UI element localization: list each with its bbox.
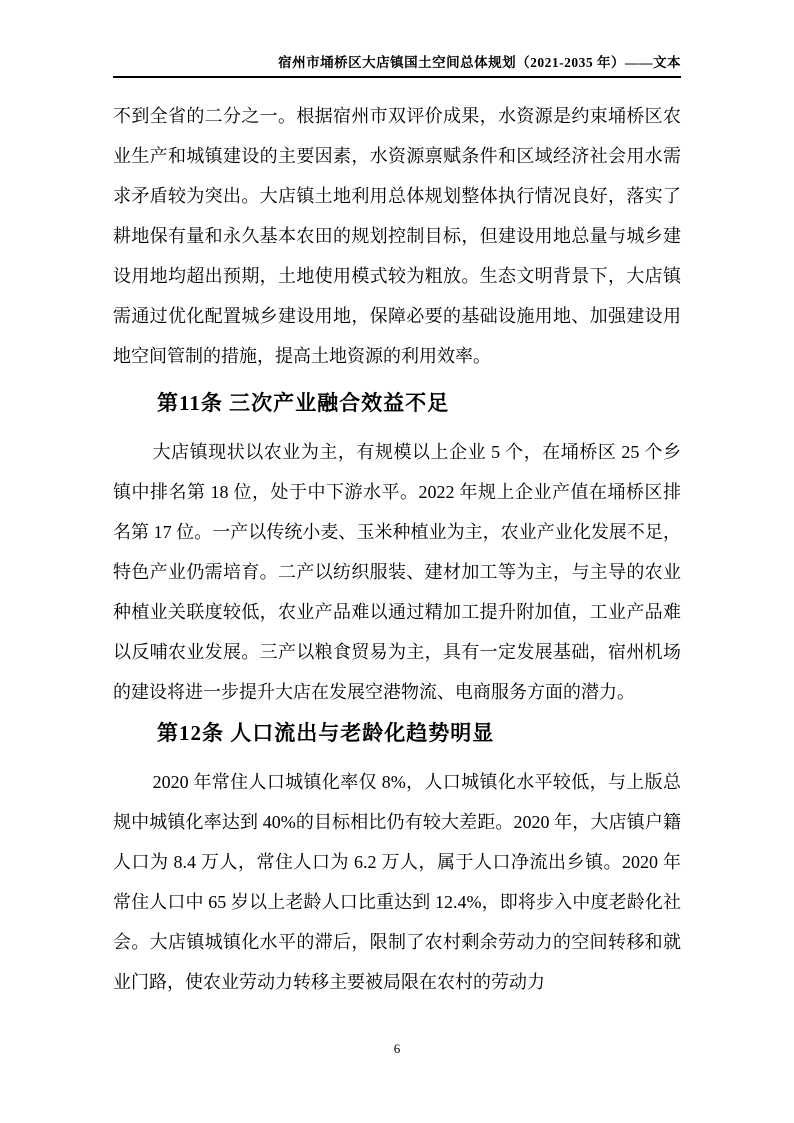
clause-11-paragraph: 大店镇现状以农业为主，有规模以上企业 5 个，在埇桥区 25 个乡镇中排名第 18 位，处于中下游水平。2022 年规上企业产值在埇桥区排名第 17 位。一产以传统小麦、玉米种植业为主，农业产业化发展不足，特色产业仍需培育。二产以纺织服装、建材加工等为主，与主导的农业种植业关联度较低，农业产品难以通过精加工提升附加值，工业产品难以反哺农业发展。三产以粮食贸易为主，具有一定发展基础，宿州机场的建设将进一步提升大店在发展空港物流、电商服务方面的潜力。 bbox=[113, 442, 681, 702]
page-number: 6 bbox=[393, 1041, 401, 1056]
page-content-column bbox=[113, 0, 681, 1002]
paragraph-continuation: 不到全省的二分之一。根据宿州市双评价成果，水资源是约束埇桥区农业生产和城镇建设的主要因素，水资源禀赋条件和区域经济社会用水需求矛盾较为突出。大店镇土地利用总体规划整体执行情况良好，落实了耕地保有量和永久基本农田的规划控制目标，但建设用地总量与城乡建设用地均超出预期，土地使用模式较为粗放。生态文明背景下，大店镇需通过优化配置城乡建设用地，保障必要的基础设施用地、加强建设用地空间管制的措施，提高土地资源的利用效率。 bbox=[113, 106, 681, 366]
clause-11-heading: 第11条 三次产业融合效益不足 bbox=[157, 391, 450, 415]
clause-12-heading: 第12条 人口流出与老龄化趋势明显 bbox=[157, 721, 495, 745]
page-header-title: 宿州市埇桥区大店镇国土空间总体规划（2021-2035 年）——文本 bbox=[278, 55, 681, 70]
clause-12-paragraph: 2020 年常住人口城镇化率仅 8%，人口城镇化水平较低，与上版总规中城镇化率达到 40%的目标相比仍有较大差距。2020 年，大店镇户籍人口为 8.4 万人，常住人口为 6.2 万人，属于人口净流出乡镇。2020 年常住人口中 65 岁以上老龄人口比重达到 12.4%，即将步入中度老龄化社会。大店镇城镇化水平的滞后，限制了农村剩余劳动力的空间转移和就业门路，使农业劳动力转移主要被局限在农村的劳动力 bbox=[113, 772, 681, 992]
page-header bbox=[113, 0, 681, 78]
document-body bbox=[113, 96, 681, 1002]
page-footer bbox=[0, 1041, 794, 1057]
